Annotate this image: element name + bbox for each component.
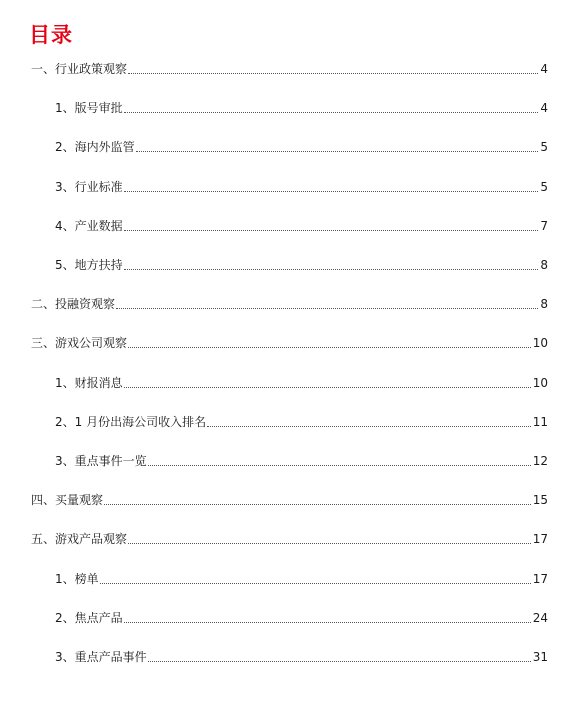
toc-entry-label: 一、行业政策观察: [31, 62, 128, 76]
toc-page-number: 5: [540, 179, 548, 194]
toc-entry-label: 五、游戏产品观察: [31, 532, 128, 547]
toc-dot-leader: [104, 503, 531, 505]
toc-dot-leader: [207, 425, 531, 427]
toc-page-number: 15: [532, 493, 548, 508]
toc-page-number: 12: [532, 454, 548, 468]
toc-dot-leader: [124, 229, 539, 231]
toc-dot-leader: [124, 190, 539, 192]
toc-entry-label: 二、投融资观察: [31, 297, 116, 312]
toc-subsection-entry[interactable]: [55, 644, 548, 666]
toc-page-number: 31: [532, 650, 548, 664]
toc-title: 目录: [29, 23, 73, 47]
toc-section-entry[interactable]: [31, 291, 548, 313]
toc-subsection-entry[interactable]: [55, 213, 548, 235]
toc-page-number: 8: [540, 258, 548, 272]
toc-subsection-entry[interactable]: [55, 252, 548, 274]
toc-dot-leader: [128, 346, 531, 348]
toc-entry-label: 3、行业标准: [55, 179, 123, 194]
toc-section-entry[interactable]: [31, 330, 548, 352]
toc-entry-label: 1、财报消息: [55, 375, 123, 390]
toc-subsection-entry[interactable]: [55, 370, 548, 392]
toc-subsection-entry[interactable]: [55, 174, 548, 196]
toc-dot-leader: [124, 386, 531, 388]
toc-entry-label: 2、海内外监管: [55, 140, 135, 155]
toc-dot-leader: [128, 72, 538, 74]
toc-dot-leader: [128, 542, 531, 544]
toc-section-entry[interactable]: [31, 526, 548, 548]
toc-entry-label: 2、1 月份出海公司收入排名: [55, 414, 207, 429]
toc-entry-label: 2、焦点产品: [55, 610, 123, 625]
toc-subsection-entry[interactable]: [55, 409, 548, 431]
toc-page-number: 10: [532, 336, 548, 351]
toc-dot-leader: [136, 150, 539, 152]
toc-dot-leader: [148, 464, 531, 466]
toc-page-number: 11: [532, 414, 548, 429]
toc-entry-label: 3、重点事件一览: [55, 454, 147, 468]
toc-section-entry[interactable]: [31, 487, 548, 509]
toc-page-number: 4: [540, 101, 548, 116]
toc-subsection-entry[interactable]: [55, 566, 548, 588]
toc-section-entry[interactable]: [31, 56, 548, 78]
toc-subsection-entry[interactable]: [55, 605, 548, 627]
toc-page-number: 24: [532, 610, 548, 625]
toc-dot-leader: [116, 307, 538, 309]
toc-page-number: 17: [532, 532, 548, 547]
toc-page-number: 10: [532, 375, 548, 390]
toc-page-number: 17: [532, 571, 548, 586]
toc-subsection-entry[interactable]: [55, 134, 548, 156]
toc-page-number: 5: [540, 140, 548, 155]
toc-subsection-entry[interactable]: [55, 95, 548, 117]
toc-page-number: 8: [540, 297, 548, 312]
toc-entry-label: 三、游戏公司观察: [31, 336, 128, 351]
toc-dot-leader: [124, 268, 539, 270]
toc-entry-label: 四、买量观察: [31, 493, 104, 508]
toc-entry-label: 1、榜单: [55, 571, 99, 586]
toc-dot-leader: [100, 582, 531, 584]
toc-dot-leader: [148, 660, 531, 662]
toc-page-number: 7: [540, 218, 548, 233]
toc-entry-label: 5、地方扶持: [55, 258, 123, 272]
toc-dot-leader: [124, 111, 539, 113]
toc-entry-label: 1、版号审批: [55, 101, 123, 116]
toc-dot-leader: [124, 621, 531, 623]
toc-subsection-entry[interactable]: [55, 448, 548, 470]
toc-page-number: 4: [540, 62, 548, 76]
toc-entry-label: 3、重点产品事件: [55, 650, 147, 664]
toc-entry-label: 4、产业数据: [55, 218, 123, 233]
